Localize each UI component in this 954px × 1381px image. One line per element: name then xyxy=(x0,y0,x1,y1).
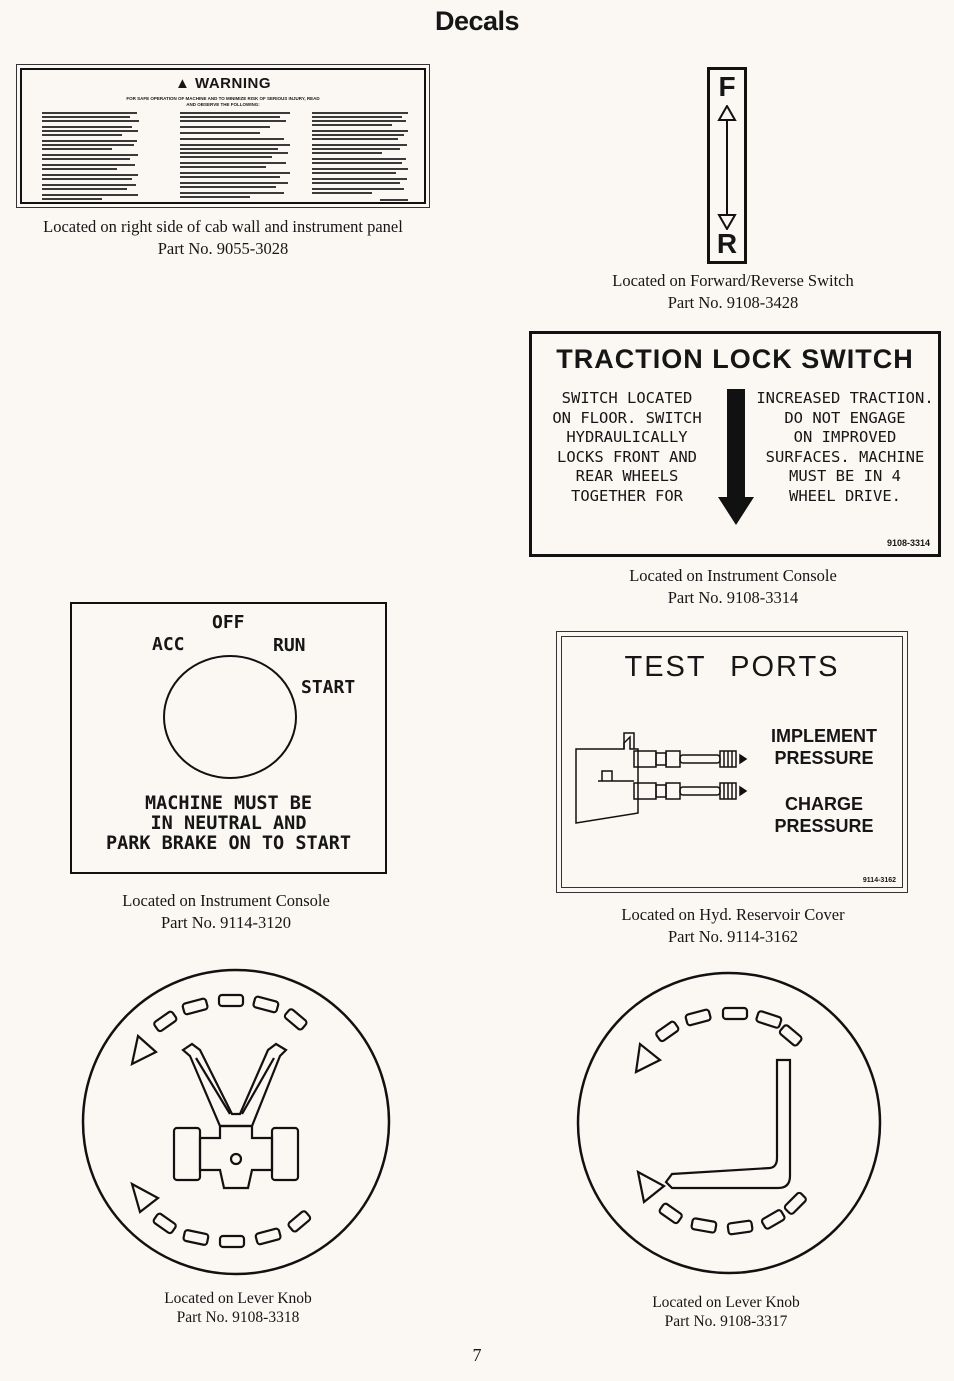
forward-letter: F xyxy=(718,71,736,102)
arc-arrow-bottom-icon xyxy=(132,1184,311,1247)
traction-lock-heading: TRACTION LOCK SWITCH xyxy=(556,344,914,374)
ignition-caption: Located on Instrument Console Part No. 9114-3120 xyxy=(122,891,330,932)
ignition-decal xyxy=(70,602,387,874)
ignition-start-label: START xyxy=(301,677,356,698)
test-ports-caption: Located on Hyd. Reservoir Cover Part No. 9114-3162 xyxy=(621,905,845,946)
reverse-letter: R xyxy=(716,228,738,259)
test-ports-decal xyxy=(556,631,908,893)
lever-knob-decal-fork xyxy=(574,968,888,1282)
warning-decal-caption: Located on right side of cab wall and instrument panel Part No. 9055-3028 xyxy=(43,217,403,258)
traction-left-text: SWITCH LOCATED ON FLOOR. SWITCH HYDRAULICALLY LOCKS FRONT AND REAR WHEELS TOGETHER FOR xyxy=(552,389,702,505)
warning-fine-print xyxy=(40,110,412,204)
traction-lock-decal xyxy=(529,331,941,557)
warning-header: WARNING xyxy=(195,75,272,92)
warning-decal xyxy=(16,64,430,208)
traction-lock-caption: Located on Instrument Console Part No. 9108-3314 xyxy=(629,566,837,607)
ignition-off-label: OFF xyxy=(212,612,245,633)
test-port-fittings-icon xyxy=(572,731,757,831)
down-arrow-icon xyxy=(718,389,754,525)
page-number: 7 xyxy=(472,1345,482,1365)
test-ports-part-code: 9114-3162 xyxy=(862,877,896,884)
page-title: Decals xyxy=(434,6,520,36)
traction-right-text: INCREASED TRACTION. DO NOT ENGAGE ON IMPROVED SURFACES. MACHINE MUST BE IN 4 WHEEL DRIVE. xyxy=(756,389,934,505)
traction-part-code: 9108-3314 xyxy=(886,538,930,548)
forward-reverse-caption: Located on Forward/Reverse Switch Part No. 9108-3428 xyxy=(612,271,854,312)
warning-triangle-icon: ▲ xyxy=(174,75,191,92)
ignition-acc-label: ACC xyxy=(152,634,185,655)
warning-intro: FOR SAFE OPERATION OF MACHINE AND TO MINIMIZE RISK OF SERIOUS INJURY, READ AND OBSERVE THE FOLLOWING: xyxy=(126,96,320,107)
lever-knob-decal-loader xyxy=(80,966,396,1282)
forward-reverse-decal xyxy=(707,67,747,264)
ignition-message: MACHINE MUST BE IN NEUTRAL AND PARK BRAKE ON TO START xyxy=(105,793,352,854)
charge-pressure-label: CHARGE PRESSURE xyxy=(774,794,874,836)
fork-tine-icon xyxy=(666,1060,790,1188)
test-ports-heading: TEST PORTS xyxy=(624,651,840,683)
key-switch-circle-icon xyxy=(162,654,298,780)
arc-arrow-bottom-icon xyxy=(638,1172,807,1235)
implement-pressure-label: IMPLEMENT PRESSURE xyxy=(771,726,877,768)
double-arrow-icon xyxy=(717,105,737,230)
lever-knob-fork-caption: Located on Lever Knob Part No. 9108-3317 xyxy=(652,1294,800,1330)
loader-boom-icon xyxy=(174,1044,298,1188)
lever-knob-loader-caption: Located on Lever Knob Part No. 9108-3318 xyxy=(164,1290,312,1326)
ignition-run-label: RUN xyxy=(273,635,306,656)
